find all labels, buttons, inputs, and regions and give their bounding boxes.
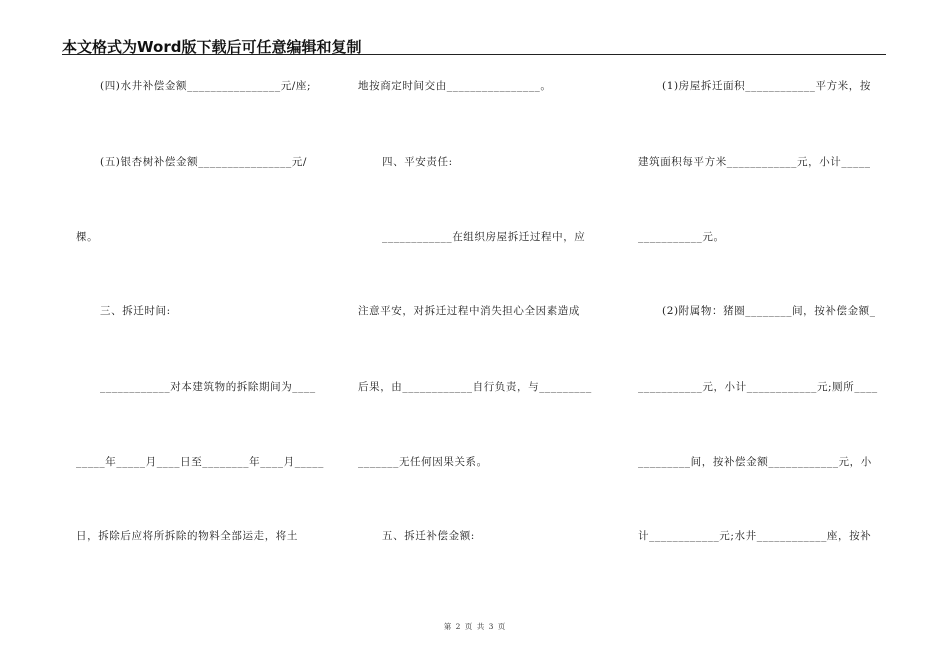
text-column-left: [76, 0, 324, 672]
text-line: (五)银杏树补偿金额________________元/: [100, 156, 308, 168]
text-line: ___________元。: [638, 231, 725, 243]
text-line: 建筑面积每平方米____________元，小计_____: [638, 156, 871, 168]
page-number-footer: 第 2 页 共 3 页: [443, 622, 507, 631]
text-line: (2)附属物：猪圈________间，按补偿金额_: [662, 305, 876, 317]
text-column-middle: [358, 0, 606, 672]
text-line: _______无任何因果关系。: [358, 456, 488, 468]
text-line: 后果，由____________自行负责，与_________: [358, 381, 592, 393]
text-line: (1)房屋拆迁面积____________平方米，按: [662, 80, 871, 92]
text-line: 计____________元;水井____________座，按补: [638, 530, 872, 542]
text-column-right: [638, 0, 888, 672]
text-line: 三、拆迁时间:: [100, 305, 171, 317]
text-line: ___________元，小计____________元;厕所____: [638, 381, 878, 393]
text-line: 棵。: [76, 231, 99, 243]
document-header-title: 本文格式为Word版下载后可任意编辑和复制: [62, 38, 362, 56]
text-line: 注意平安，对拆迁过程中消失担心全因素造成: [358, 305, 580, 317]
text-line: 四、平安责任:: [382, 156, 453, 168]
text-line: 五、拆迁补偿金额:: [382, 530, 475, 542]
text-line: _____年_____月____日至________年____月_____: [76, 456, 324, 468]
text-line: (四)水井补偿金额________________元/座;: [100, 80, 312, 92]
text-line: _________间，按补偿金额____________元，小: [638, 456, 872, 468]
text-line: ____________对本建筑物的拆除期间为____: [100, 381, 316, 393]
text-line: 日，拆除后应将所拆除的物料全部运走，将土: [76, 530, 298, 542]
text-line: 地按商定时间交由________________。: [358, 80, 552, 92]
text-line: ____________在组织房屋拆迁过程中，应: [382, 231, 586, 243]
